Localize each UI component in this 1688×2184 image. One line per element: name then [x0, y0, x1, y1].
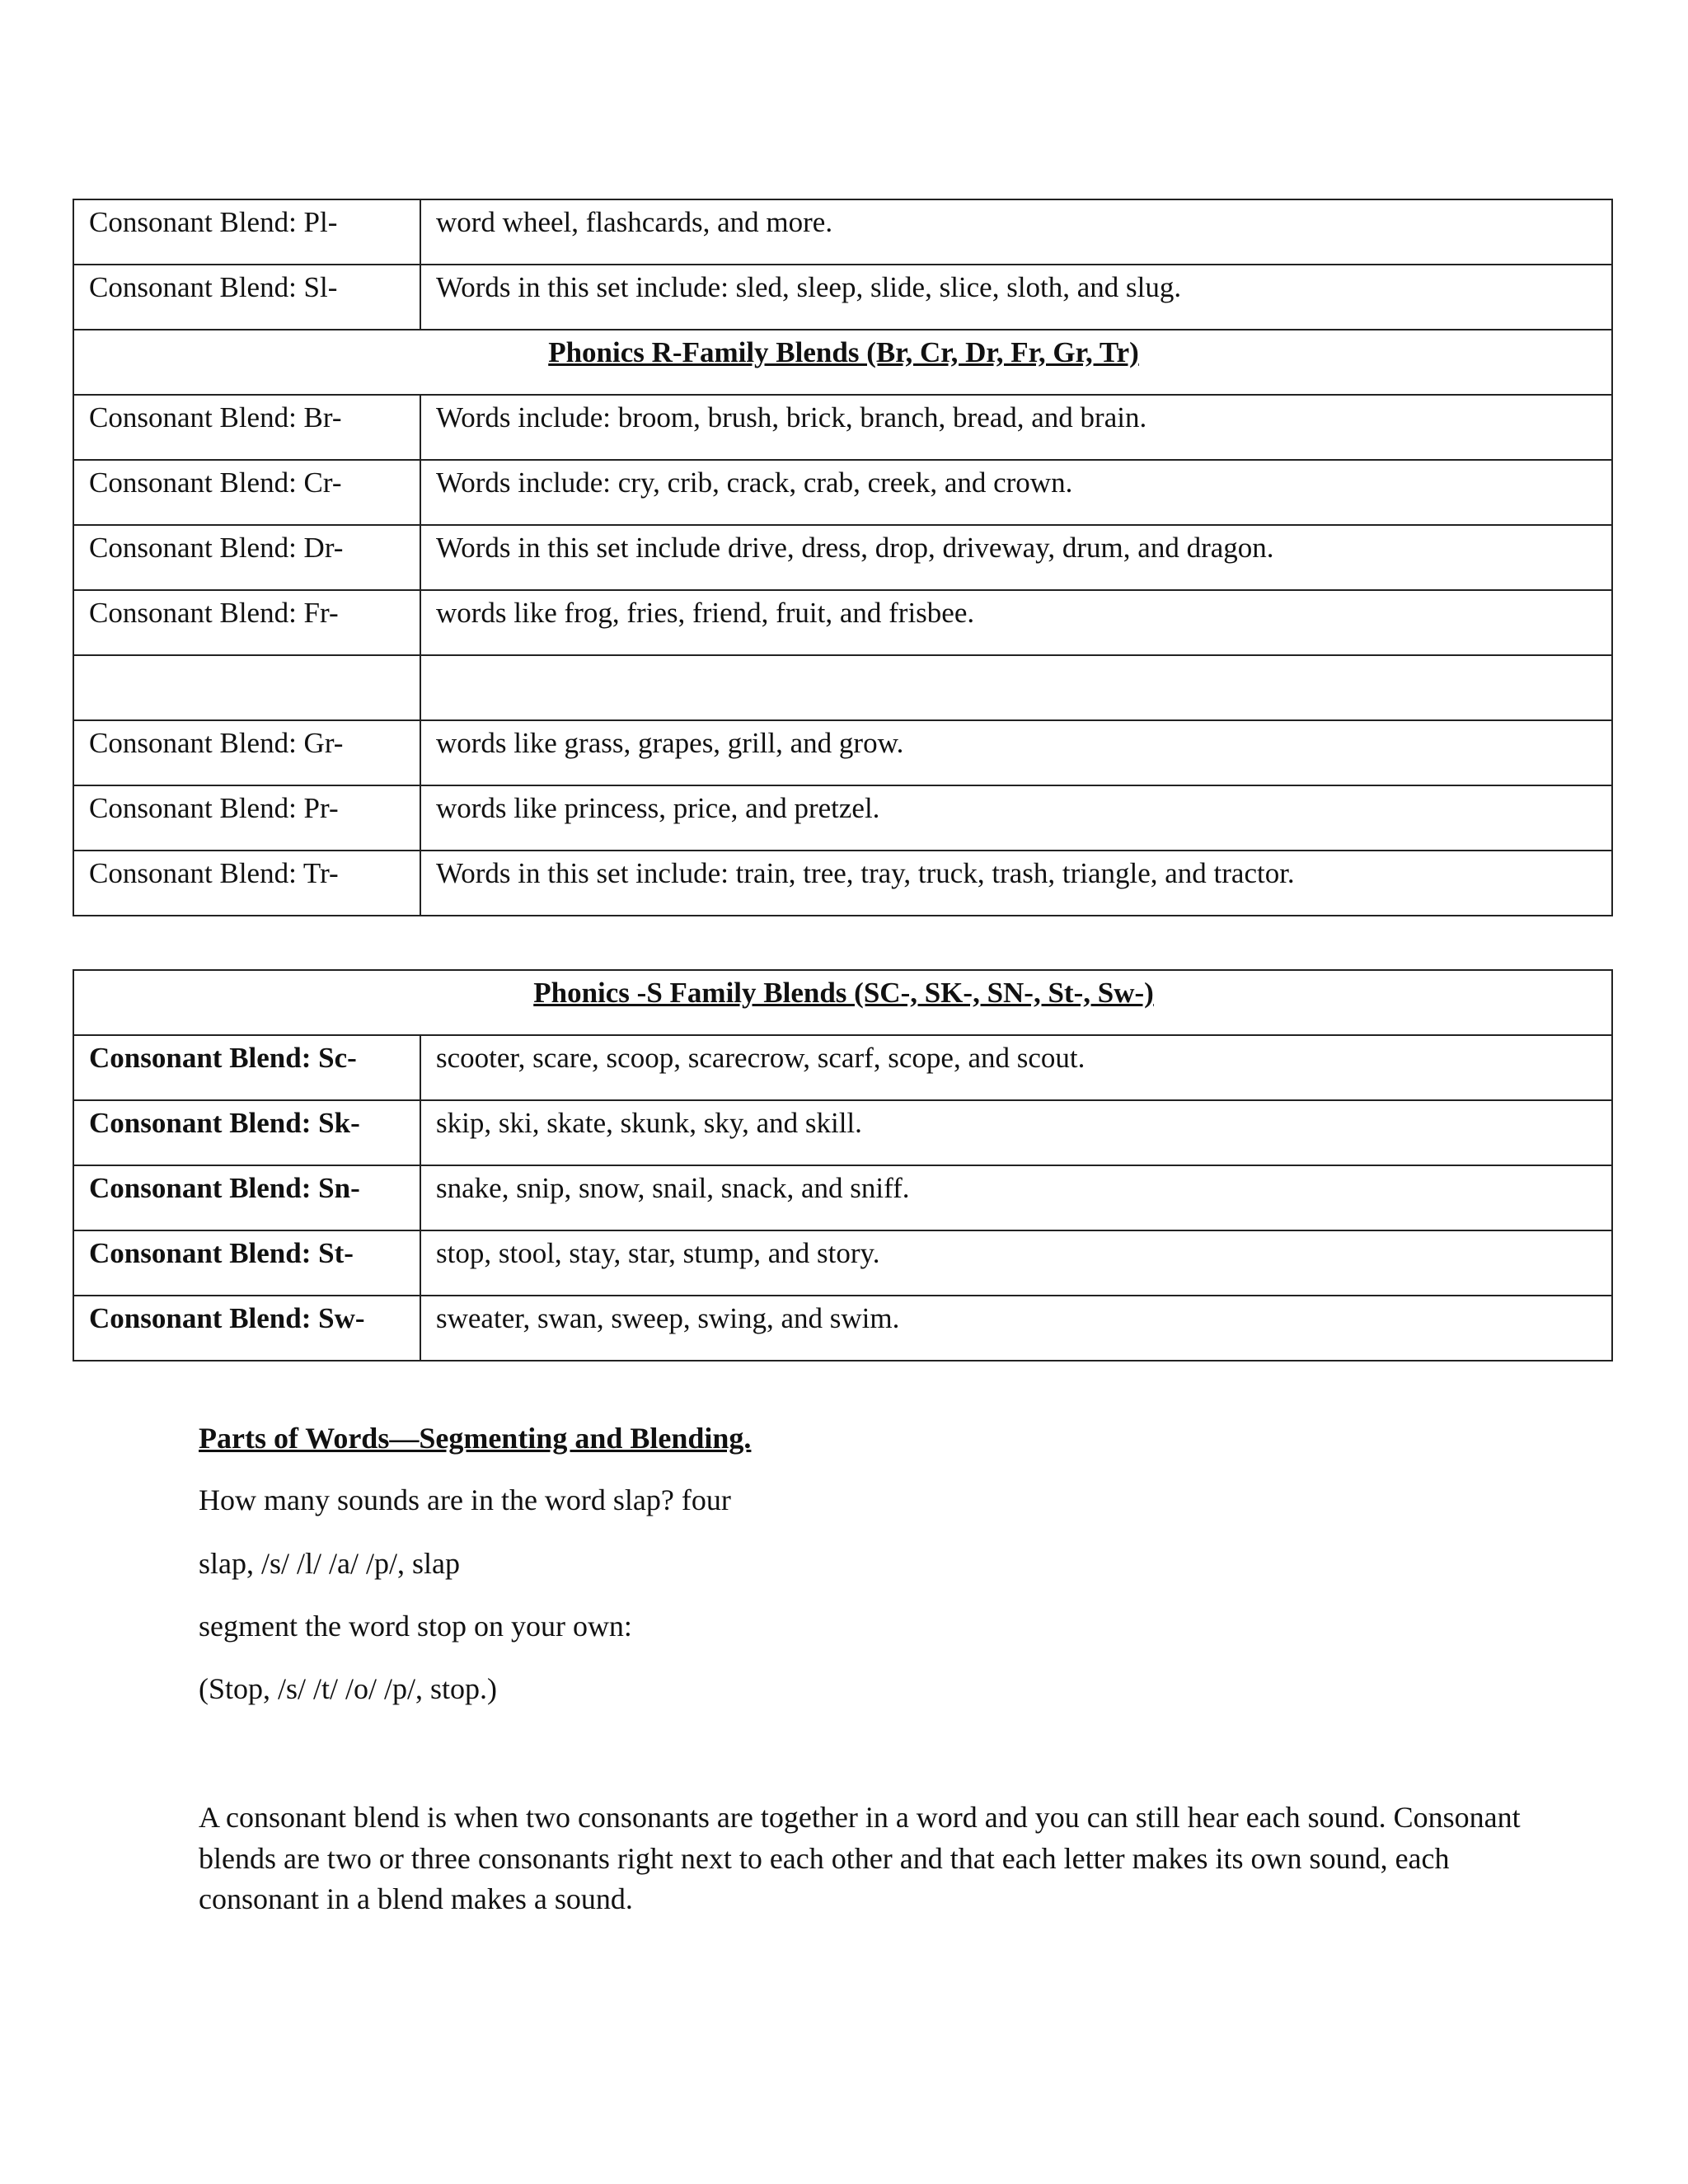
section-title-row: [73, 970, 1612, 1035]
blend-label: Consonant Blend: Sw-: [73, 1296, 420, 1361]
table-row: [73, 1165, 1612, 1230]
blend-label: Consonant Blend: Gr-: [73, 720, 420, 785]
segmenting-line: segment the word stop on your own:: [199, 1610, 632, 1643]
blend-words: skip, ski, skate, skunk, sky, and skill.: [420, 1100, 1612, 1165]
blend-label: Consonant Blend: Sc-: [73, 1035, 420, 1100]
blend-label: Consonant Blend: Fr-: [73, 590, 420, 655]
blend-words: [420, 655, 1612, 720]
blend-label: Consonant Blend: Sk-: [73, 1100, 420, 1165]
blend-label: Consonant Blend: Cr-: [73, 460, 420, 525]
blend-label: Consonant Blend: Br-: [73, 395, 420, 460]
blend-words: words like princess, price, and pretzel.: [420, 785, 1612, 851]
blend-label: [73, 655, 420, 720]
consonant-blend-definition: A consonant blend is when two consonants are together in a word and you can still hear each sound. Consonant blends are two or three consonants right next to each other and that each letter makes its own sound, each consonant in a blend makes a sound.: [199, 1801, 1521, 1916]
segmenting-line: slap, /s/ /l/ /a/ /p/, slap: [199, 1547, 460, 1580]
table-row: [73, 785, 1612, 851]
s-family-blends-table: [73, 969, 1613, 1361]
blend-words: Words in this set include: sled, sleep, slide, slice, sloth, and slug.: [420, 265, 1612, 330]
blend-label: Consonant Blend: Tr-: [73, 851, 420, 916]
blend-label: Consonant Blend: Sl-: [73, 265, 420, 330]
blend-label: Consonant Blend: Sn-: [73, 1165, 420, 1230]
table-row: [73, 265, 1612, 330]
table-row: [73, 851, 1612, 916]
blend-words: sweater, swan, sweep, swing, and swim.: [420, 1296, 1612, 1361]
s-family-section-title: Phonics -S Family Blends (SC-, SK-, SN-, St-, Sw-): [73, 970, 1612, 1035]
blend-label: Consonant Blend: St-: [73, 1230, 420, 1296]
blend-words: words like frog, fries, friend, fruit, and frisbee.: [420, 590, 1612, 655]
r-family-blends-table: [73, 199, 1613, 916]
blend-words: Words in this set include: train, tree, tray, truck, trash, triangle, and tractor.: [420, 851, 1612, 916]
blend-words: Words in this set include drive, dress, drop, driveway, drum, and dragon.: [420, 525, 1612, 590]
blend-label: Consonant Blend: Pl-: [73, 199, 420, 265]
segmenting-line: (Stop, /s/ /t/ /o/ /p/, stop.): [199, 1672, 498, 1705]
blend-words: Words include: broom, brush, brick, branch, bread, and brain.: [420, 395, 1612, 460]
section-title-row: [73, 330, 1612, 395]
table-row: [73, 1296, 1612, 1361]
r-family-section-title: Phonics R-Family Blends (Br, Cr, Dr, Fr, Gr, Tr): [73, 330, 1612, 395]
segmenting-line: How many sounds are in the word slap? four: [199, 1483, 731, 1516]
empty-row: [73, 655, 1612, 720]
table-row: [73, 590, 1612, 655]
blend-words: snake, snip, snow, snail, snack, and sniff.: [420, 1165, 1612, 1230]
table-row: [73, 720, 1612, 785]
table-row: [73, 1035, 1612, 1100]
segmenting-heading: Parts of Words—Segmenting and Blending.: [199, 1422, 752, 1455]
table-row: [73, 395, 1612, 460]
table-row: [73, 1100, 1612, 1165]
table-row: [73, 1230, 1612, 1296]
blend-words: words like grass, grapes, grill, and grow.: [420, 720, 1612, 785]
table-row: [73, 525, 1612, 590]
blend-label: Consonant Blend: Dr-: [73, 525, 420, 590]
table-row: [73, 460, 1612, 525]
blend-words: stop, stool, stay, star, stump, and story.: [420, 1230, 1612, 1296]
blend-words: word wheel, flashcards, and more.: [420, 199, 1612, 265]
table-row: [73, 199, 1612, 265]
blend-words: Words include: cry, crib, crack, crab, creek, and crown.: [420, 460, 1612, 525]
blend-label: Consonant Blend: Pr-: [73, 785, 420, 851]
blend-words: scooter, scare, scoop, scarecrow, scarf, scope, and scout.: [420, 1035, 1612, 1100]
